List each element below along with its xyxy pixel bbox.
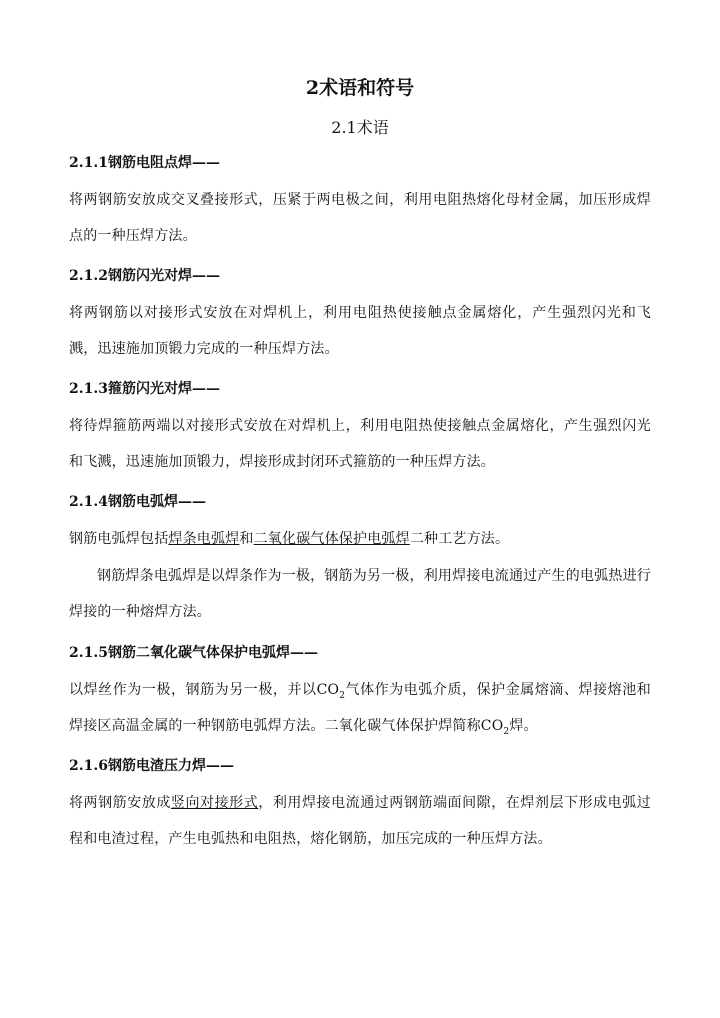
underlined-term: 焊条电弧焊 <box>168 531 240 547</box>
term-definition: 将两钢筋以对接形式安放在对焊机上，利用电阻热使接触点金属熔化，产生强烈闪光和飞溅，迅速施加顶锻力完成的一种压焊方法。 <box>69 305 651 357</box>
term-definition: 钢筋电弧焊包括焊条电弧焊和二氧化碳气体保护电弧焊二种工艺方法。 <box>69 531 510 547</box>
term-heading: 2.1.1钢筋电阻点焊—— <box>69 155 220 171</box>
term-heading: 2.1.2钢筋闪光对焊—— <box>69 268 220 284</box>
term-heading: 2.1.5钢筋二氧化碳气体保护电弧焊—— <box>69 645 318 661</box>
section-title: 2.1术语 <box>331 118 389 137</box>
term-heading: 2.1.3箍筋闪光对焊—— <box>69 381 220 397</box>
underlined-term: 二氧化碳气体保护电弧焊 <box>253 531 410 547</box>
chapter-title: 2术语和符号 <box>305 77 415 99</box>
term-definition: 将待焊箍筋两端以对接形式安放在对焊机上，利用电阻热使接触点金属熔化，产生强烈闪光和飞溅，迅速施加顶锻力，焊接形成封闭环式箍筋的一种压焊方法。 <box>69 418 651 470</box>
term-heading: 2.1.6钢筋电渣压力焊—— <box>69 758 234 774</box>
underlined-term: 竖向对接形式 <box>170 795 259 811</box>
term-definition: 以焊丝作为一极，钢筋为另一极，并以$CO_2$气体作为电弧介质，保护金属熔滴、焊接熔池和焊接区高温金属的一种钢筋电弧焊方法。二氧化碳气体保护焊简称$CO_2$焊。 <box>69 682 651 737</box>
term-heading: 2.1.4钢筋电弧焊—— <box>69 494 206 510</box>
term-definition-extra: 钢筋焊条电弧焊是以焊条作为一极，钢筋为另一极，利用焊接电流通过产生的电弧热进行焊接的一种熔焊方法。 <box>69 568 651 620</box>
term-definition: 将两钢筋安放成交叉叠接形式，压紧于两电极之间，利用电阻热熔化母材金属，加压形成焊点的一种压焊方法。 <box>69 192 651 244</box>
term-definition: 将两钢筋安放成竖向对接形式，利用焊接电流通过两钢筋端面间隙，在焊剂层下形成电弧过程和电渣过程，产生电弧热和电阻热，熔化钢筋，加压完成的一种压焊方法。 <box>69 795 652 847</box>
